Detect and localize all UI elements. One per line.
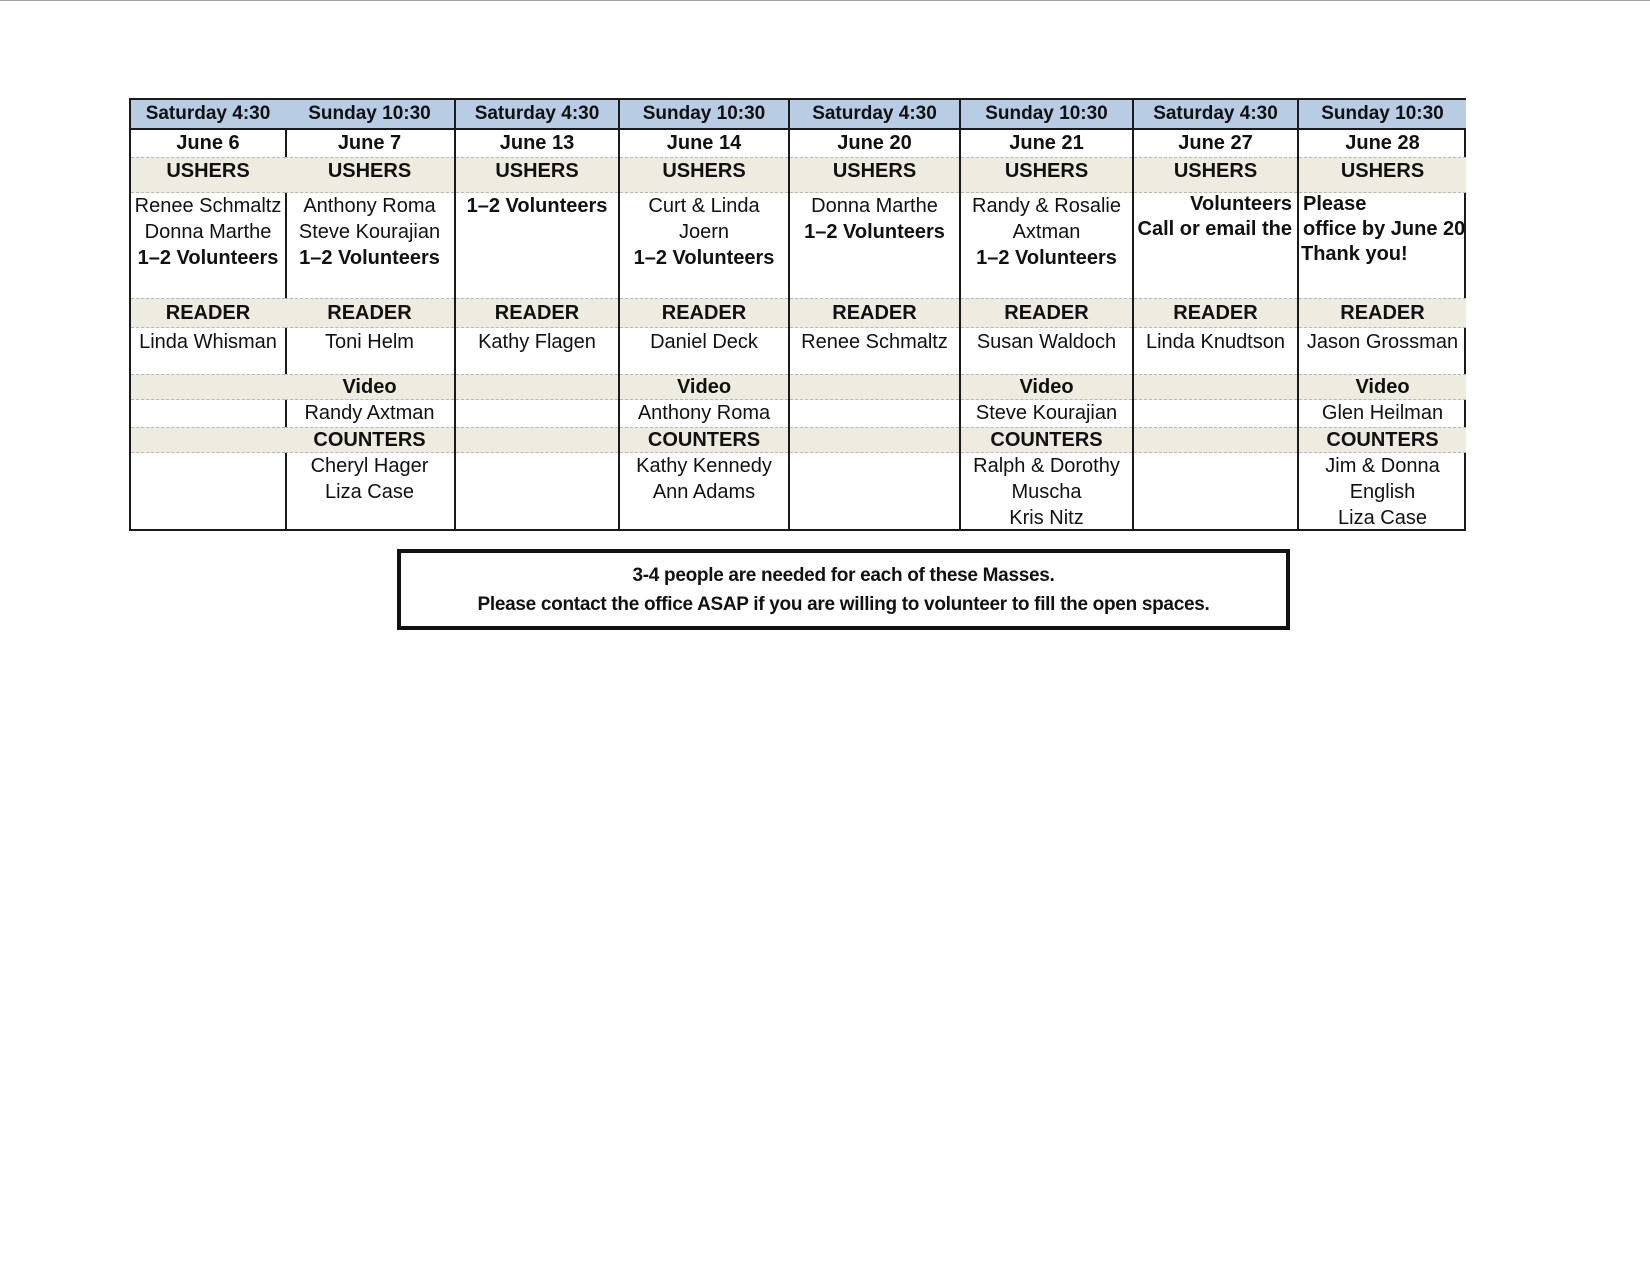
usher-name: Anthony Roma <box>303 195 436 217</box>
reader-label: READER <box>1134 298 1297 328</box>
mass-time-header: Sunday 10:30 <box>285 100 454 130</box>
video-label: Video <box>1299 374 1466 400</box>
reader-label: READER <box>790 298 959 328</box>
mass-date: June 14 <box>666 132 742 154</box>
counters-names <box>456 453 618 531</box>
video-label <box>1134 374 1297 400</box>
reader-name: Linda Whisman <box>139 331 277 353</box>
counters-names <box>285 453 454 531</box>
mass-date: June 6 <box>176 132 240 154</box>
mass-time-header: Sunday 10:30 <box>620 100 788 130</box>
video-name: Steve Kourajian <box>975 402 1118 424</box>
video-name <box>1134 400 1297 427</box>
schedule-column <box>1134 100 1299 529</box>
usher-name: Steve Kourajian <box>298 221 441 243</box>
counters-names <box>1299 453 1466 531</box>
ushers-volunteers-needed: 1–2 Volunteers <box>466 195 608 217</box>
reader-name: Renee Schmaltz <box>801 331 948 353</box>
schedule-column <box>131 100 287 529</box>
reader-label: READER <box>131 298 285 328</box>
mass-date: June 28 <box>1345 132 1420 154</box>
reader-label: READER <box>456 298 618 328</box>
video-name <box>131 400 285 427</box>
mass-time-header: Sunday 10:30 <box>961 100 1132 130</box>
usher-name: Axtman <box>1012 221 1081 243</box>
mass-time-header: Saturday 4:30 <box>456 100 618 130</box>
mass-time-header: Saturday 4:30 <box>131 100 285 130</box>
ushers-label: USHERS <box>1134 157 1297 193</box>
ushers-volunteers-needed: 1–2 Volunteers <box>633 247 775 269</box>
ushers-label: USHERS <box>961 157 1132 193</box>
video-label: Video <box>285 374 454 400</box>
mass-time-header: Sunday 10:30 <box>1299 100 1466 130</box>
schedule-column <box>285 100 456 529</box>
ushers-label: USHERS <box>456 157 618 193</box>
counter-name: Muscha <box>1011 481 1082 503</box>
ushers-names <box>131 193 285 298</box>
reader-name: Susan Waldoch <box>976 331 1117 353</box>
note-line-2: Please contact the office ASAP if you are willing to volunteer to fill the open spaces. <box>477 594 1210 615</box>
counters-label <box>1134 427 1297 453</box>
schedule-column <box>790 100 961 529</box>
video-label: Video <box>620 374 788 400</box>
counters-label <box>456 427 618 453</box>
ushers-names <box>961 193 1132 298</box>
counters-names <box>620 453 788 531</box>
ushers-names <box>620 193 788 298</box>
counters-label: COUNTERS <box>620 427 788 453</box>
ushers-names <box>285 193 454 298</box>
counter-name: Ralph & Dorothy <box>973 455 1120 477</box>
counter-name: Cheryl Hager <box>310 455 429 477</box>
ushers-volunteers-needed: 1–2 Volunteers <box>804 221 945 243</box>
message-line1-left: Volunteers <box>1190 193 1292 215</box>
video-name <box>790 400 959 427</box>
volunteer-call-message <box>1134 191 1466 296</box>
video-label <box>131 374 285 400</box>
message-line2-left: Call or email the <box>1137 218 1292 240</box>
video-name: Anthony Roma <box>637 402 771 424</box>
reader-name: Jason Grossman <box>1306 331 1459 353</box>
ushers-volunteers-needed: 1–2 Volunteers <box>976 247 1117 269</box>
volunteer-schedule-table <box>129 98 1466 531</box>
usher-name: Donna Marthe <box>811 195 938 217</box>
mass-date: June 20 <box>837 132 912 154</box>
counter-name: Liza Case <box>1338 507 1427 529</box>
usher-name: Renee Schmaltz <box>134 195 282 217</box>
ushers-label: USHERS <box>620 157 788 193</box>
video-name <box>456 400 618 427</box>
video-label <box>790 374 959 400</box>
message-line1-right: Please <box>1303 193 1367 215</box>
reader-name: Toni Helm <box>325 331 414 353</box>
reader-label: READER <box>1299 298 1466 328</box>
mass-date: June 27 <box>1178 132 1253 154</box>
schedule-column <box>1299 100 1466 529</box>
usher-name: Donna Marthe <box>144 221 272 243</box>
reader-label: READER <box>620 298 788 328</box>
mass-time-header: Saturday 4:30 <box>790 100 959 130</box>
counter-name: Liza Case <box>325 481 414 503</box>
message-line2-right: office by June 20 <box>1303 218 1466 240</box>
counters-label: COUNTERS <box>285 427 454 453</box>
reader-name: Kathy Flagen <box>478 331 596 353</box>
mass-date: June 13 <box>499 132 575 154</box>
counters-label: COUNTERS <box>961 427 1132 453</box>
reader-label: READER <box>961 298 1132 328</box>
reader-name: Daniel Deck <box>650 331 758 353</box>
video-label <box>456 374 618 400</box>
ushers-label: USHERS <box>131 157 285 193</box>
video-name: Randy Axtman <box>304 402 435 424</box>
mass-time-header: Saturday 4:30 <box>1134 100 1297 130</box>
counters-names <box>790 453 959 531</box>
reader-label: READER <box>285 298 454 328</box>
counters-names <box>131 453 285 531</box>
counters-names <box>1134 453 1297 531</box>
ushers-label: USHERS <box>285 157 454 193</box>
counter-name: Kathy Kennedy <box>636 455 772 477</box>
usher-name: Randy & Rosalie <box>972 195 1121 217</box>
mass-date: June 7 <box>337 132 402 154</box>
ushers-label: USHERS <box>1299 157 1466 193</box>
page-top-rule <box>0 0 1650 1</box>
video-label: Video <box>961 374 1132 400</box>
ushers-volunteers-needed: 1–2 Volunteers <box>299 247 440 269</box>
reader-name: Linda Knudtson <box>1145 331 1285 353</box>
counter-name: Kris Nitz <box>1009 507 1084 529</box>
note-line-1: 3-4 people are needed for each of these Masses. <box>632 565 1055 586</box>
schedule-column <box>620 100 790 529</box>
mass-date: June 21 <box>1009 132 1084 154</box>
counters-label <box>131 427 285 453</box>
usher-name: Curt & Linda <box>648 195 760 217</box>
counters-names <box>961 453 1132 531</box>
schedule-column <box>961 100 1134 529</box>
volunteer-needed-note <box>397 549 1290 630</box>
ushers-names <box>456 193 618 298</box>
counter-name: English <box>1349 481 1416 503</box>
counter-name: Jim & Donna <box>1325 455 1440 477</box>
counters-label: COUNTERS <box>1299 427 1466 453</box>
counter-name: Ann Adams <box>652 481 756 503</box>
ushers-names <box>790 193 959 298</box>
video-name: Glen Heilman <box>1321 402 1444 424</box>
usher-name: Joern <box>678 221 730 243</box>
schedule-column <box>456 100 620 529</box>
counters-label <box>790 427 959 453</box>
ushers-volunteers-needed: 1–2 Volunteers <box>137 247 279 269</box>
ushers-label: USHERS <box>790 157 959 193</box>
message-line3: Thank you! <box>1301 243 1408 265</box>
